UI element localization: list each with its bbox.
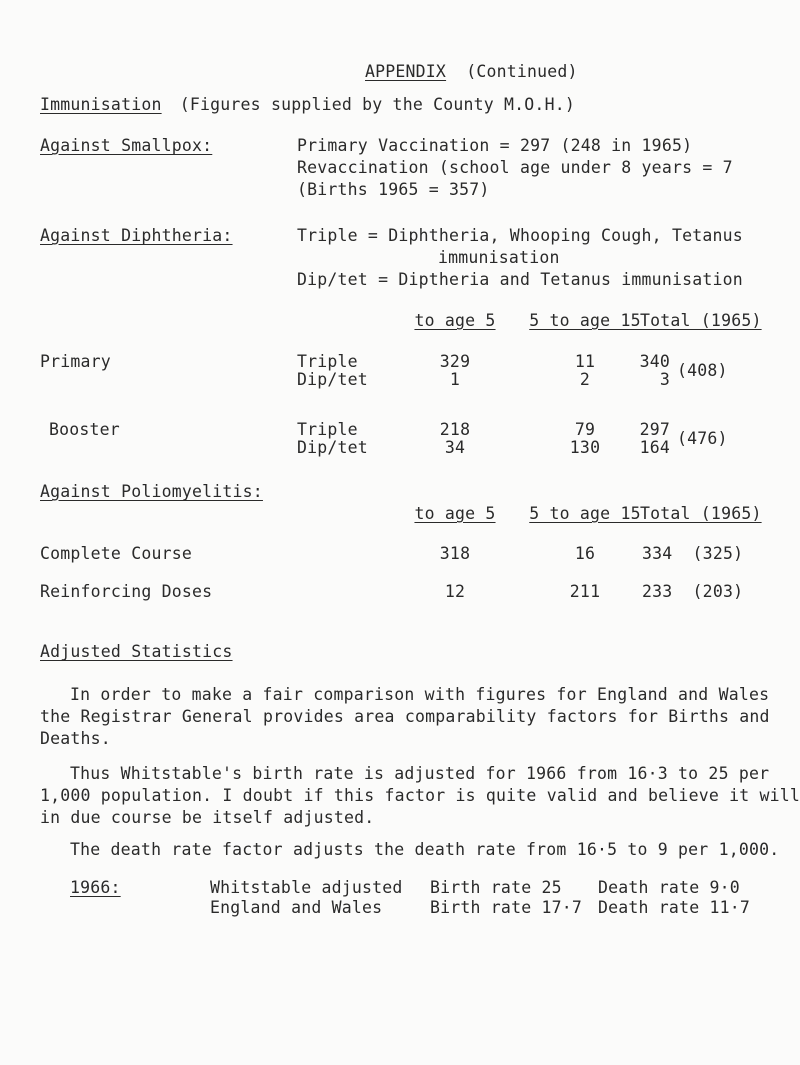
section-subtitle: (Figures supplied by the County M.O.H.): [179, 95, 575, 114]
primary-1965-total: (408): [677, 361, 728, 380]
booster-triple-age5: 218: [439, 420, 471, 439]
primary-diptet-total: 3: [659, 370, 670, 389]
smallpox-line-2: Revaccination (school age under 8 years = 7: [297, 158, 733, 177]
booster-triple-total: 297: [639, 420, 670, 439]
booster-triple-age15: 79: [574, 420, 596, 439]
reinforcing-doses-total: 233 (203): [642, 582, 744, 601]
adjusted-paragraph-2: Thus Whitstable's birth rate is adjusted for 1966 from 16·3 to 25 per 1,000 population. I doubt if this factor is quite valid and believe it will in due course be itself adjusted.: [40, 764, 800, 827]
booster-triple-type: Triple: [297, 420, 358, 439]
adjusted-paragraph-3: The death rate factor adjusts the death rate from 16·5 to 9 per 1,000.: [70, 840, 780, 859]
polio-header-5-to-15: 5 to age 15: [529, 504, 641, 523]
section-heading: [40, 95, 575, 114]
primary-triple-type: Triple: [297, 352, 358, 371]
diphtheria-line-1: Triple = Diphtheria, Whooping Cough, Tetanus: [297, 226, 743, 245]
booster-1965-total: (476): [677, 429, 728, 448]
booster-diptet-age15: 130: [569, 438, 601, 457]
primary-triple-age5: 329: [439, 352, 471, 371]
diphtheria-line-3: Dip/tet = Diptheria and Tetanus immunisation: [297, 270, 743, 289]
booster-diptet-total: 164: [639, 438, 670, 457]
page-header: [365, 62, 578, 81]
reinforcing-doses-age15: 211: [569, 582, 601, 601]
booster-label: Booster: [49, 420, 120, 439]
smallpox-line-3: (Births 1965 = 357): [297, 180, 490, 199]
reinforcing-doses-age5: 12: [444, 582, 466, 601]
smallpox-label: Against Smallpox:: [40, 136, 213, 155]
dip-header-5-to-15: 5 to age 15: [529, 311, 641, 330]
primary-triple-total: 340: [639, 352, 670, 371]
appendix-suffix: (Continued): [466, 62, 578, 81]
england-wales-area: England and Wales: [210, 898, 383, 917]
reinforcing-doses-label: Reinforcing Doses: [40, 582, 213, 601]
complete-course-age5: 318: [439, 544, 471, 563]
primary-label: Primary: [40, 352, 111, 371]
diphtheria-label: Against Diphtheria:: [40, 226, 233, 245]
primary-diptet-age5: 1: [449, 370, 461, 389]
diphtheria-line-2: immunisation: [438, 248, 560, 267]
england-wales-death-rate: Death rate 11·7: [598, 898, 751, 917]
whitstable-birth-rate: Birth rate 25: [430, 878, 562, 897]
adjusted-stats-title: Adjusted Statistics: [40, 642, 233, 661]
complete-course-age15: 16: [574, 544, 596, 563]
polio-header-total: Total (1965): [640, 504, 762, 523]
smallpox-line-1: Primary Vaccination = 297 (248 in 1965): [297, 136, 693, 155]
whitstable-area: Whitstable adjusted: [210, 878, 403, 897]
primary-triple-age15: 11: [574, 352, 596, 371]
dip-header-total: Total (1965): [640, 311, 762, 330]
booster-diptet-age5: 34: [444, 438, 466, 457]
complete-course-total: 334 (325): [642, 544, 744, 563]
primary-diptet-age15: 2: [579, 370, 591, 389]
appendix-title: APPENDIX: [365, 62, 447, 81]
primary-diptet-type: Dip/tet: [297, 370, 368, 389]
booster-diptet-type: Dip/tet: [297, 438, 368, 457]
polio-label: Against Poliomyelitis:: [40, 482, 263, 501]
england-wales-birth-rate: Birth rate 17·7: [430, 898, 583, 917]
year-label: 1966:: [70, 878, 121, 897]
whitstable-death-rate: Death rate 9·0: [598, 878, 740, 897]
complete-course-label: Complete Course: [40, 544, 193, 563]
adjusted-paragraph-1: In order to make a fair comparison with figures for England and Wales the Registrar General provides area comparability factors for Births and Deaths.: [40, 685, 770, 748]
section-title: Immunisation: [40, 95, 162, 114]
polio-header-to-age-5: to age 5: [414, 504, 496, 523]
dip-header-to-age-5: to age 5: [414, 311, 496, 330]
